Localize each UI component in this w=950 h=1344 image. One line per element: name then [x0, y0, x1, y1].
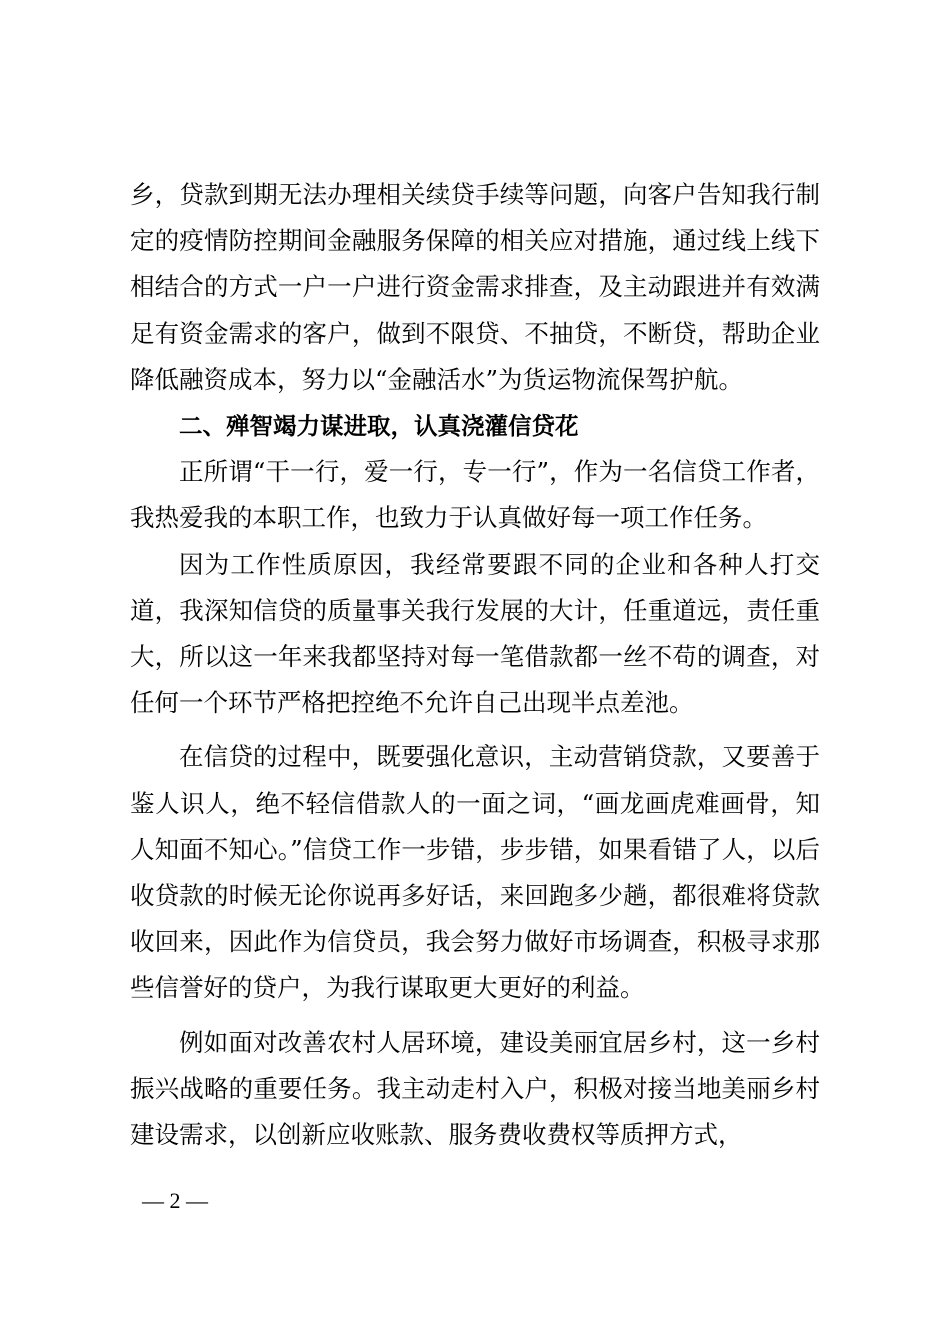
paragraph: 正所谓“干一行，爱一行，专一行”，作为一名信贷工作者，我热爱我的本职工作，也致力于认真做好每一项工作任务。: [130, 457, 820, 533]
paragraph: 因为工作性质原因，我经常要跟不同的企业和各种人打交道，我深知信贷的质量事关我行发展的大计，任重道远，责任重大，所以这一年来我都坚持对每一笔借款都一丝不苟的调查，对任何一个环节严格把控绝不允许自己出现半点差池。: [130, 549, 820, 718]
page-number: — 2 —: [142, 1188, 208, 1213]
paragraph-continued: 乡，贷款到期无法办理相关续贷手续等问题，向客户告知我行制定的疫情防控期间金融服务保障的相关应对措施，通过线上线下相结合的方式一户一户进行资金需求排查，及主动跟进并有效满足有资金需求的客户，做到不限贷、不抽贷，不断贷，帮助企业降低融资成本，努力以“金融活水”为货运物流保驾护航。: [130, 180, 820, 394]
paragraph: 例如面对改善农村人居环境，建设美丽宜居乡村，这一乡村振兴战略的重要任务。我主动走村入户，积极对接当地美丽乡村建设需求，以创新应收账款、服务费收费权等质押方式，: [130, 1027, 820, 1150]
section-heading: 二、殚智竭力谋进取，认真浇灌信贷花: [179, 412, 579, 441]
paragraph: 在信贷的过程中，既要强化意识，主动营销贷款，又要善于鉴人识人，绝不轻信借款人的一面之词，“画龙画虎难画骨，知人知面不知心。”信贷工作一步错，步步错，如果看错了人，以后收贷款的时候无论你说再多好话，来回跑多少趟，都很难将贷款收回来，因此作为信贷员，我会努力做好市场调查，积极寻求那些信誉好的贷户，为我行谋取更大更好的利益。: [130, 742, 820, 1003]
body-text: [130, 172, 820, 1158]
